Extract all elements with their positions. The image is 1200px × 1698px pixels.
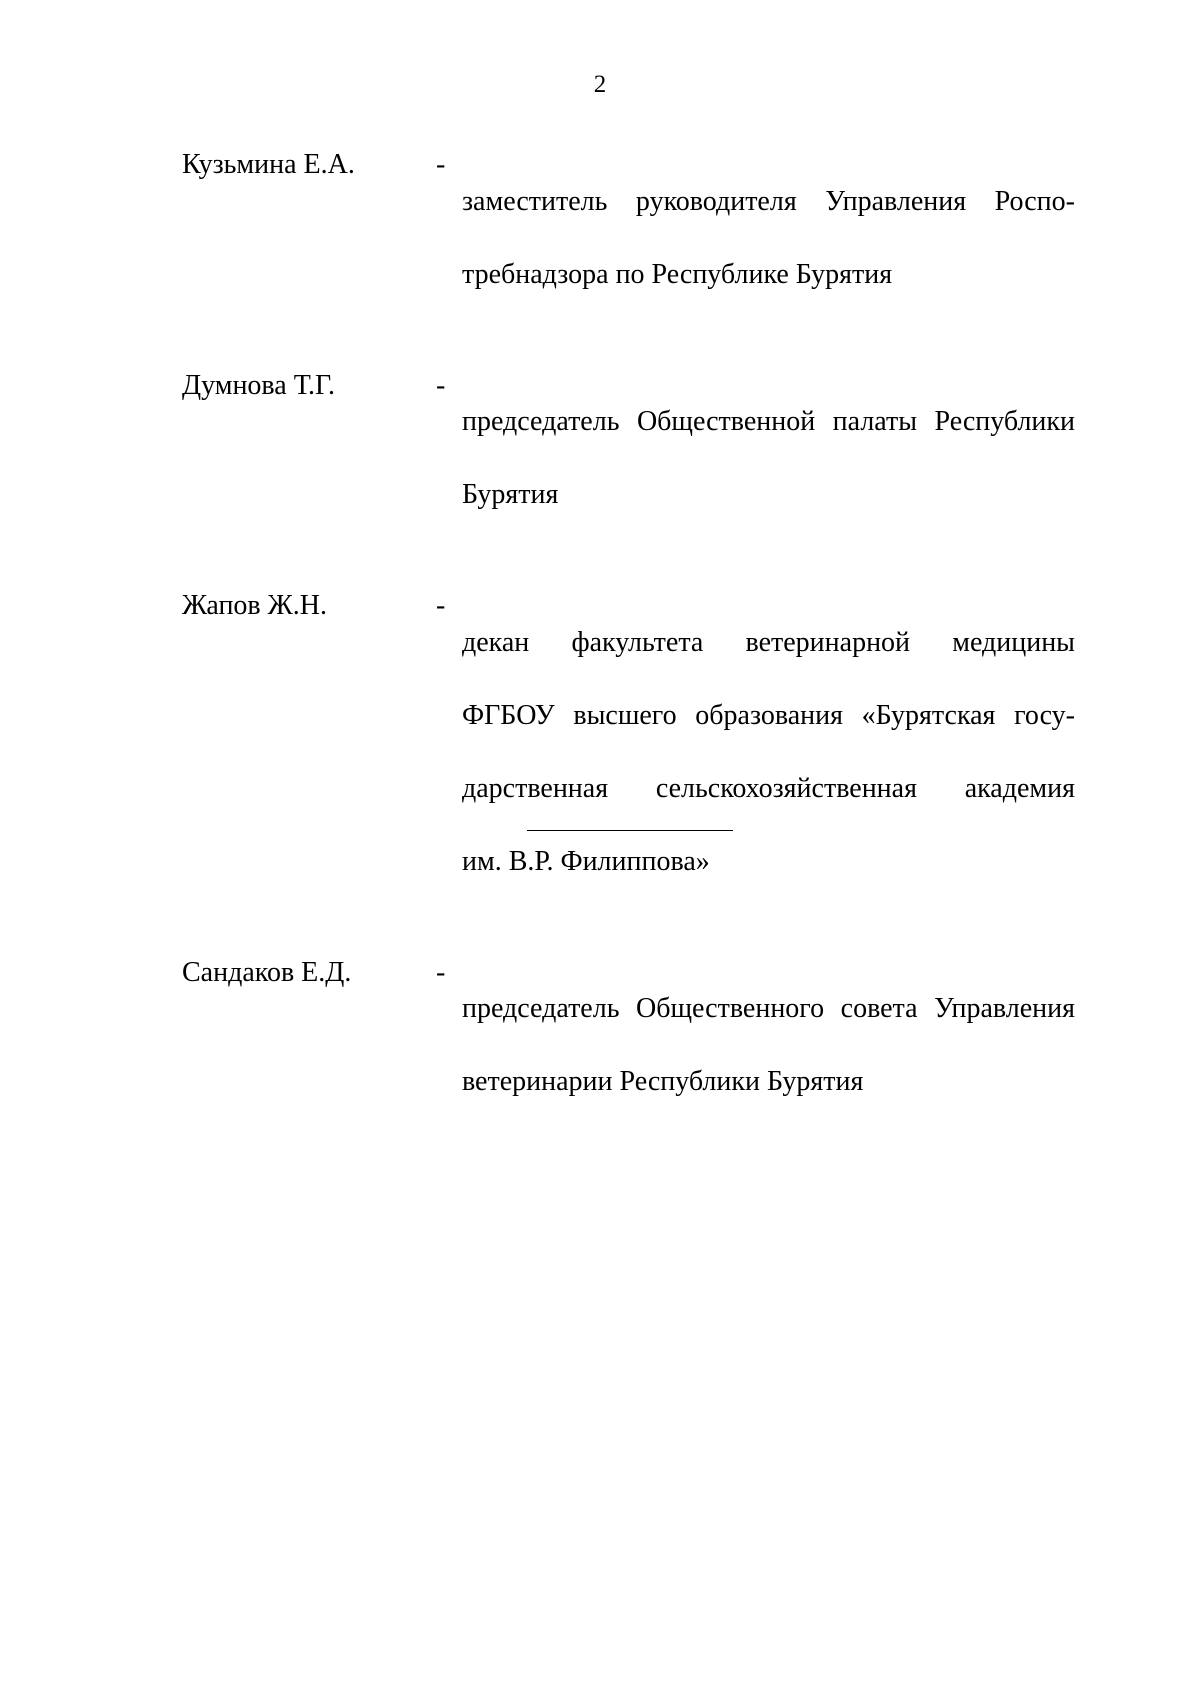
member-name: Думнова Т.Г. [182,369,336,401]
list-item [182,147,1075,330]
separator-dash: - [436,369,446,401]
position-line: ФГБОУ высшего образования «Бурятская госу- [462,699,1075,731]
member-name: Кузьмина Е.А. [182,149,355,180]
position-line: председатель Общественной палаты Республики [462,406,1075,437]
position-line: Бурятия [462,479,559,510]
list-item [182,588,1075,917]
position-line: им. В.Р. Филиппова» [462,845,710,877]
separator-dash: - [436,590,446,621]
member-position [462,588,1075,917]
list-item [182,368,1075,551]
page-number: 2 [593,71,607,98]
position-line: ветеринарии Республики Бурятия [462,1066,864,1097]
position-line: декан факультета ветеринарной медицины [462,626,1075,658]
member-name: Сандаков Е.Д. [182,956,352,988]
separator-dash: - [436,956,446,988]
member-position [462,147,1075,330]
position-line: заместитель руководителя Управления Роспо- [462,185,1075,217]
member-position [462,955,1075,1138]
position-line: требнадзора по Республике Бурятия [462,258,893,290]
separator-dash: - [436,149,446,180]
member-name: Жапов Ж.Н. [182,590,327,621]
closing-rule [527,830,733,831]
position-line: дарственная сельскохозяйственная академия [462,772,1075,804]
list-item [182,955,1075,1138]
member-position [462,368,1075,551]
members-list [182,147,1075,1175]
position-line: председатель Общественного совета Управления [462,993,1075,1024]
